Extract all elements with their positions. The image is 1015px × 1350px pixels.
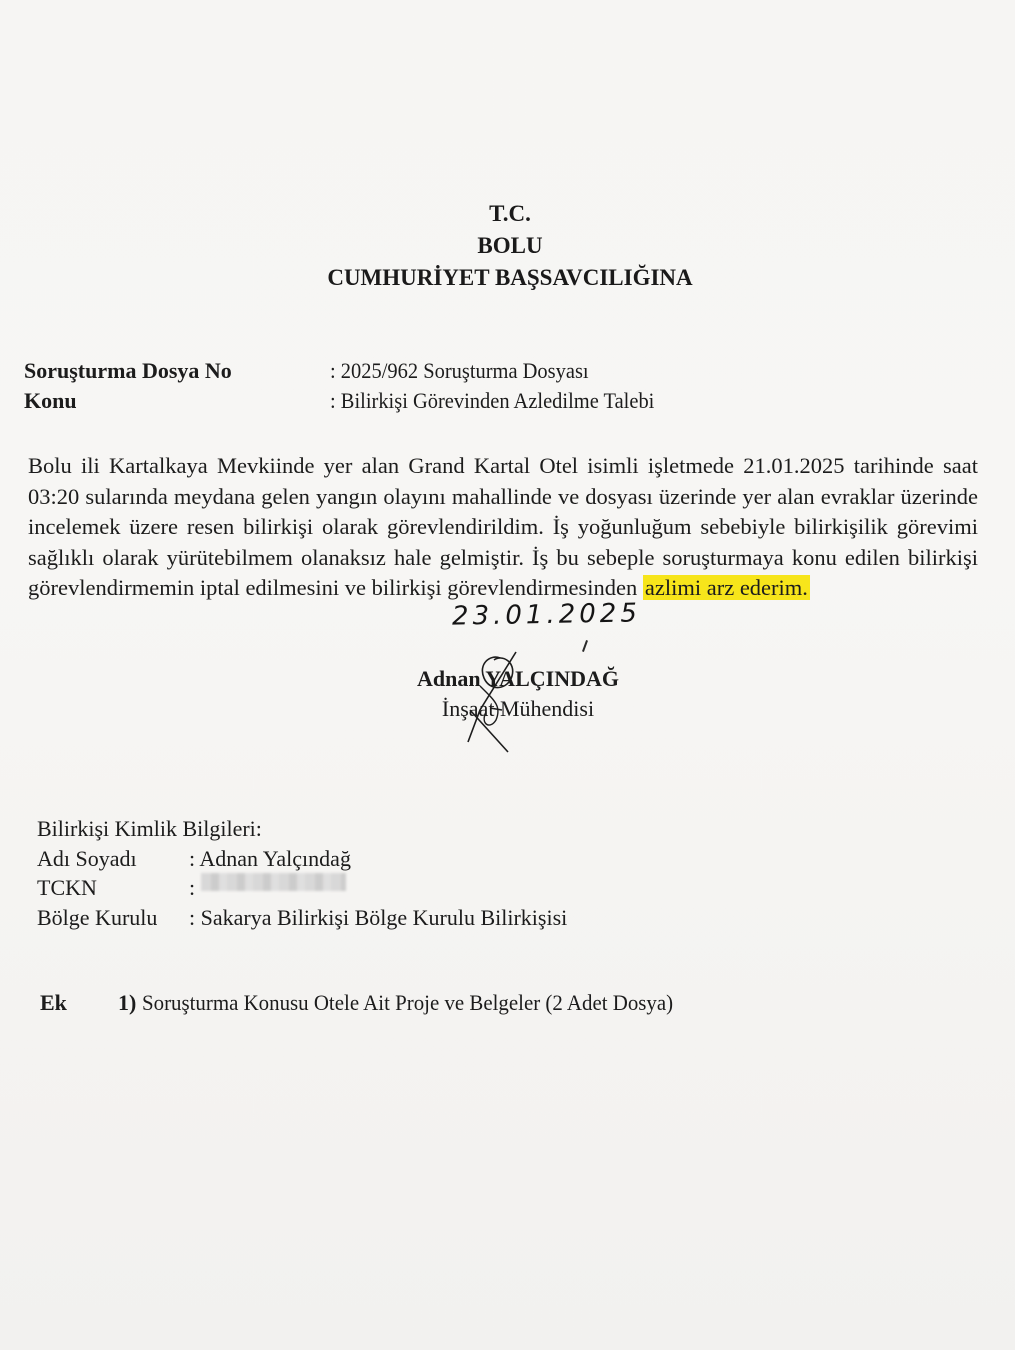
header-city: BOLU [477, 233, 543, 258]
identity-value: : Adnan Yalçındağ [189, 845, 351, 871]
attachments [40, 988, 701, 1018]
identity-heading: Bilirkişi Kimlik Bilgileri: [37, 816, 262, 841]
case-meta [24, 356, 679, 416]
expert-identity [37, 814, 567, 932]
meta-label: Konu [24, 388, 77, 413]
identity-row-tckn [37, 873, 567, 903]
identity-row-name [37, 844, 567, 874]
attachment-item: Soruşturma Konusu Otele Ait Proje ve Belgeler (2 Adet Dosya) [142, 990, 674, 1015]
petition-body [28, 451, 978, 604]
meta-value: : Bilirkişi Görevinden Azledilme Talebi [330, 388, 655, 413]
document-header [0, 198, 1015, 294]
meta-row-file-no [24, 356, 679, 386]
meta-row-subject [24, 386, 679, 416]
meta-label: Soruşturma Dosya No [24, 358, 232, 383]
body-paragraph: Bolu ili Kartalkaya Mevkiinde yer alan Grand Kartal Otel isimli işletmede 21.01.2025 tarihinde saat 03:20 sularında meydana gelen yangın olayını mahallinde ve dosyası üzerinde yer alan evraklar üzerinde incelemek üzere resen bilirkişi olarak görevlendirildim. İş yoğunluğum sebebiyle bilirkişilik görevimi sağlıklı olarak yürütebilmem olanaksız hale gelmiştir. İş bu sebeple soruşturmaya konu edilen bilirkişi görevlendirmemin iptal edilmesini ve bilirkişi görevlendirmesinden [28, 453, 978, 601]
meta-value: : 2025/962 Soruşturma Dosyası [330, 358, 589, 383]
identity-label: Adı Soyadı [37, 845, 137, 871]
highlighted-text: azlimi arz ederim. [644, 575, 808, 601]
header-addressee: CUMHURİYET BAŞSAVCILIĞINA [327, 265, 693, 290]
attachments-label: Ek [40, 990, 67, 1015]
signer-title: İnşaat Mühendisi [441, 696, 595, 721]
identity-value: : Sakarya Bilirkişi Bölge Kurulu Bilirkişisi [189, 904, 568, 930]
identity-label: Bölge Kurulu [37, 904, 158, 930]
pen-tick-mark [582, 640, 588, 652]
identity-value: : [189, 875, 196, 900]
redacted-tckn [201, 873, 346, 891]
handwritten-date: 23.01.2025 [451, 598, 642, 632]
signer-name: Adnan YALÇINDAĞ [417, 666, 619, 691]
attachment-number: 1) [118, 990, 137, 1015]
identity-row-board [37, 903, 567, 933]
header-country: T.C. [489, 201, 531, 226]
handwritten-signature-icon [450, 650, 550, 755]
identity-label: TCKN [37, 875, 97, 900]
